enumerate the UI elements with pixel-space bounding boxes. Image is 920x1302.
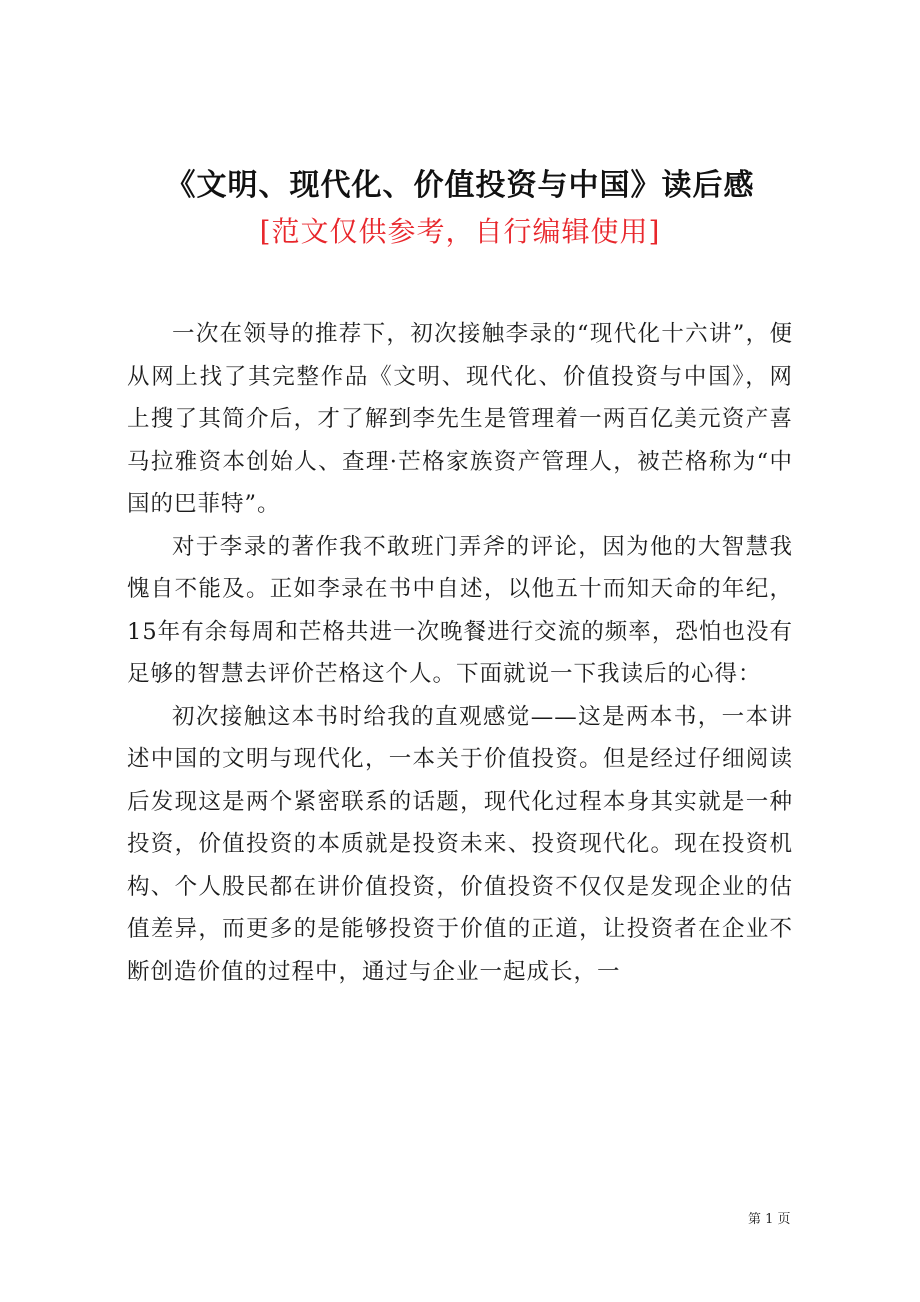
page-number: 第 1 页	[748, 1212, 791, 1227]
paragraph: 一次在领导的推荐下，初次接触李录的“现代化十六讲”，便从网上找了其完整作品《文明、现代化、价值投资与中国》，网上搜了其简介后，才了解到李先生是管理着一两百亿美元资产喜马拉雅资本创始人、查理·芒格家族资产管理人，被芒格称为“中国的巴菲特”。	[127, 321, 793, 517]
paragraph: 初次接触这本书时给我的直观感觉——这是两本书，一本讲述中国的文明与现代化，一本关于价值投资。但是经过仔细阅读后发现这是两个紧密联系的话题，现代化过程本身其实就是一种投资，价值投资的本质就是投资未来、投资现代化。现在投资机构、个人股民都在讲价值投资，价值投资不仅仅是发现企业的估值差异，而更多的是能够投资于价值的正道，让投资者在企业不断创造价值的过程中，通过与企业一起成长，一	[127, 703, 793, 985]
document-title: 《文明、现代化、价值投资与中国》读后感	[165, 168, 755, 203]
paragraph: 对于李录的著作我不敢班门弄斧的评论，因为他的大智慧我愧自不能及。正如李录在书中自述，以他五十而知天命的年纪，15年有余每周和芒格共进一次晚餐进行交流的频率，恐怕也没有足够的智慧去评价芒格这个人。下面就说一下我读后的心得：	[127, 533, 793, 687]
document-subtitle: [范文仅供参考，自行编辑使用]	[259, 215, 661, 248]
document-body	[127, 313, 793, 993]
